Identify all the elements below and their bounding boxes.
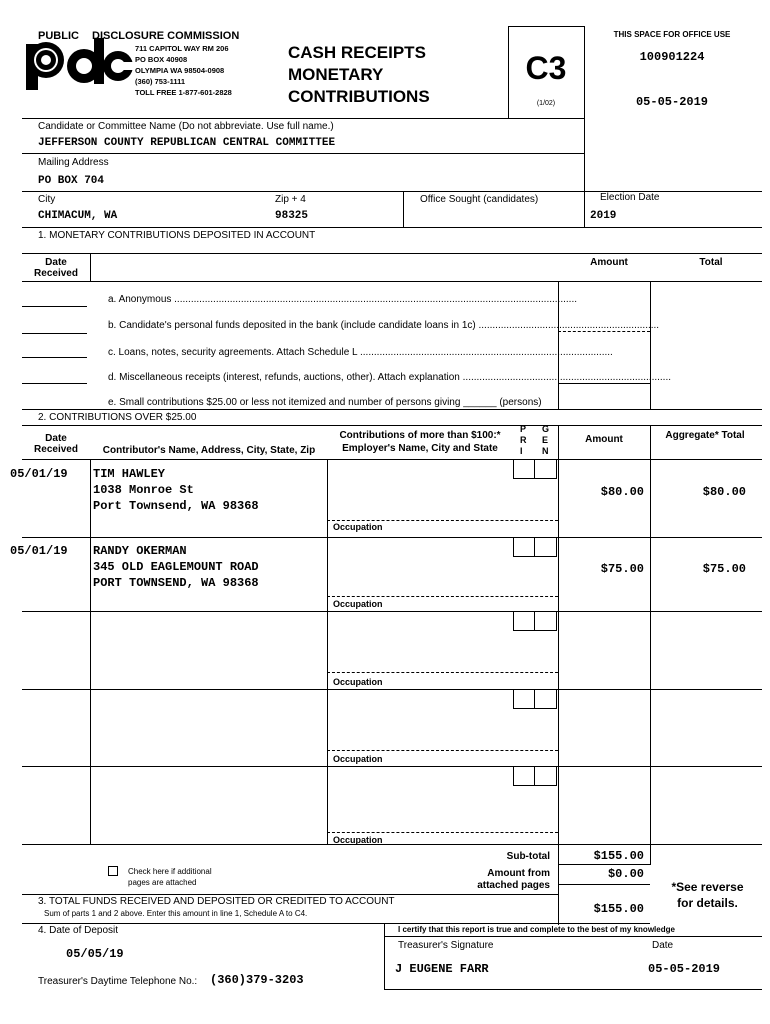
additional-pages-label-2: pages are attached — [128, 878, 197, 887]
form-title-line: CASH RECEIPTS — [288, 43, 426, 62]
contributor-address: 345 OLD EAGLEMOUNT ROAD — [93, 560, 259, 574]
occupation-label: Occupation — [333, 599, 383, 609]
mailing-address-label: Mailing Address — [38, 157, 109, 168]
contributor-address: 1038 Monroe St — [93, 483, 194, 497]
contributor-city: PORT TOWNSEND, WA 98368 — [93, 576, 259, 590]
form-revision: (1/02) — [536, 100, 556, 107]
section1-date-header — [22, 257, 90, 279]
subtotal-label: Sub-total — [506, 851, 550, 862]
section1-row-small: e. Small contributions $25.00 or less not itemized and number of persons giving ______ (persons) — [108, 397, 542, 408]
city-label: City — [38, 194, 56, 205]
section1-amount-header: Amount — [590, 257, 628, 268]
form-title-line: CONTRIBUTIONS — [288, 87, 430, 106]
contributor-name: TIM HAWLEY — [93, 467, 166, 481]
address-line: 711 CAPITOL WAY RM 206 — [135, 44, 229, 53]
sign-date: 05-05-2019 — [648, 962, 721, 976]
primary-checkbox[interactable] — [513, 459, 536, 479]
section2-title: 2. CONTRIBUTIONS OVER $25.00 — [38, 412, 197, 423]
section1-row-loans: c. Loans, notes, security agreements. Attach Schedule L ........................................................................................... — [108, 347, 613, 358]
subtotal-amount: $155.00 — [593, 849, 644, 863]
section4-title: 4. Date of Deposit — [38, 925, 119, 936]
occupation-label: Occupation — [333, 754, 383, 764]
address-line: OLYMPIA WA 98504-0908 — [135, 66, 225, 75]
contribution-date: 05/01/19 — [10, 467, 68, 481]
attached-label-2: attached pages — [477, 880, 550, 891]
aggregate-total: $75.00 — [702, 562, 746, 576]
section1-row-anonymous: a. Anonymous ................................................................................................................................................. — [108, 294, 578, 305]
row-label: a. Anonymous — [108, 294, 172, 305]
section3-subtitle: Sum of parts 1 and 2 above. Enter this amount in line 1, Schedule A to C4. — [44, 909, 308, 918]
attached-amount: $0.00 — [607, 867, 644, 881]
office-id: 100901224 — [639, 50, 705, 64]
mailing-address: PO BOX 704 — [38, 175, 105, 187]
contribution-amount: $75.00 — [600, 562, 644, 576]
section2-amount-header: Amount — [585, 434, 623, 445]
zip-label: Zip + 4 — [275, 194, 306, 205]
occupation-label: Occupation — [333, 835, 383, 845]
additional-pages-checkbox[interactable] — [108, 866, 118, 876]
date-received-header-text: Date Received — [34, 257, 78, 279]
address-line: PO BOX 40908 — [135, 55, 188, 64]
see-reverse-line: *See reverse — [671, 880, 744, 894]
signature-label: Treasurer's Signature — [398, 940, 494, 951]
employer-header-1: Contributions of more than $100:* — [339, 430, 501, 441]
section1-title: 1. MONETARY CONTRIBUTIONS DEPOSITED IN ACCOUNT — [38, 230, 316, 241]
primary-checkbox[interactable] — [513, 689, 536, 709]
candidate-name: JEFFERSON COUNTY REPUBLICAN CENTRAL COMMITTEE — [38, 137, 336, 149]
see-reverse-line: for details. — [677, 896, 738, 910]
general-checkbox[interactable] — [534, 611, 557, 631]
employer-header-2: Employer's Name, City and State — [342, 443, 498, 454]
aggregate-header: Aggregate* Total — [665, 430, 745, 441]
section2-date-header: Date Received — [34, 433, 78, 455]
section1-total-header: Total — [699, 257, 723, 268]
section1-row-misc: d. Miscellaneous receipts (interest, refunds, auctions, other). Attach explanation ........................................................................... — [108, 372, 672, 383]
gen-header: G E N — [542, 424, 550, 456]
candidate-name-label: Candidate or Committee Name (Do not abbreviate. Use full name.) — [38, 121, 334, 132]
general-checkbox[interactable] — [534, 537, 557, 557]
attached-label-1: Amount from — [487, 868, 550, 879]
office-date: 05-05-2019 — [635, 95, 708, 109]
office-use-label: THIS SPACE FOR OFFICE USE — [613, 30, 731, 39]
general-checkbox[interactable] — [534, 459, 557, 479]
form-title-line: MONETARY — [288, 65, 384, 84]
certification-text: I certify that this report is true and complete to the best of my knowledge — [398, 925, 675, 934]
contributor-header: Contributor's Name, Address, City, State, Zip — [102, 445, 316, 456]
section3-title: 3. TOTAL FUNDS RECEIVED AND DEPOSITED OR CREDITED TO ACCOUNT — [38, 896, 395, 907]
primary-checkbox[interactable] — [513, 611, 536, 631]
contribution-amount: $80.00 — [600, 485, 644, 499]
row-label: c. Loans, notes, security agreements. Attach Schedule L — [108, 347, 358, 358]
address-line: TOLL FREE 1-877-601-2828 — [135, 88, 232, 97]
grand-total: $155.00 — [593, 902, 644, 916]
additional-pages-label-1: Check here if additional — [128, 867, 212, 876]
phone-label: Treasurer's Daytime Telephone No.: — [38, 976, 198, 987]
pdc-logo — [22, 36, 132, 92]
see-reverse-note — [655, 879, 760, 911]
form-code: C3 — [525, 50, 567, 86]
treasurer-signature: J EUGENE FARR — [395, 962, 489, 976]
treasurer-phone: (360)379-3203 — [210, 973, 304, 987]
primary-checkbox[interactable] — [513, 537, 536, 557]
pri-header: P R I — [520, 424, 527, 456]
occupation-label: Occupation — [333, 677, 383, 687]
sign-date-label: Date — [652, 940, 674, 951]
row-label: b. Candidate's personal funds deposited in the bank (include candidate loans in 1c) — [108, 320, 476, 331]
election-date: 2019 — [590, 210, 617, 222]
aggregate-total: $80.00 — [702, 485, 746, 499]
primary-checkbox[interactable] — [513, 766, 536, 786]
form-title — [288, 42, 430, 108]
agency-name-left: PUBLIC — [38, 30, 79, 42]
contributor-name: RANDY OKERMAN — [93, 544, 187, 558]
occupation-label: Occupation — [333, 522, 383, 532]
contribution-date: 05/01/19 — [10, 544, 68, 558]
deposit-date: 05/05/19 — [66, 947, 124, 961]
agency-name-right: DISCLOSURE COMMISSION — [92, 30, 240, 42]
election-date-label: Election Date — [600, 192, 660, 203]
office-sought-label: Office Sought (candidates) — [420, 194, 539, 205]
general-checkbox[interactable] — [534, 689, 557, 709]
city: CHIMACUM, WA — [38, 210, 118, 222]
general-checkbox[interactable] — [534, 766, 557, 786]
contributor-city: Port Townsend, WA 98368 — [93, 499, 259, 513]
agency-address — [135, 43, 232, 98]
section1-row-personal-funds: b. Candidate's personal funds deposited in the bank (include candidate loans in 1c) ................................................................. — [108, 320, 660, 331]
row-label: d. Miscellaneous receipts (interest, refunds, auctions, other). Attach explanation — [108, 372, 460, 383]
address-line: (360) 753-1111 — [135, 77, 186, 86]
zip: 98325 — [275, 210, 309, 222]
